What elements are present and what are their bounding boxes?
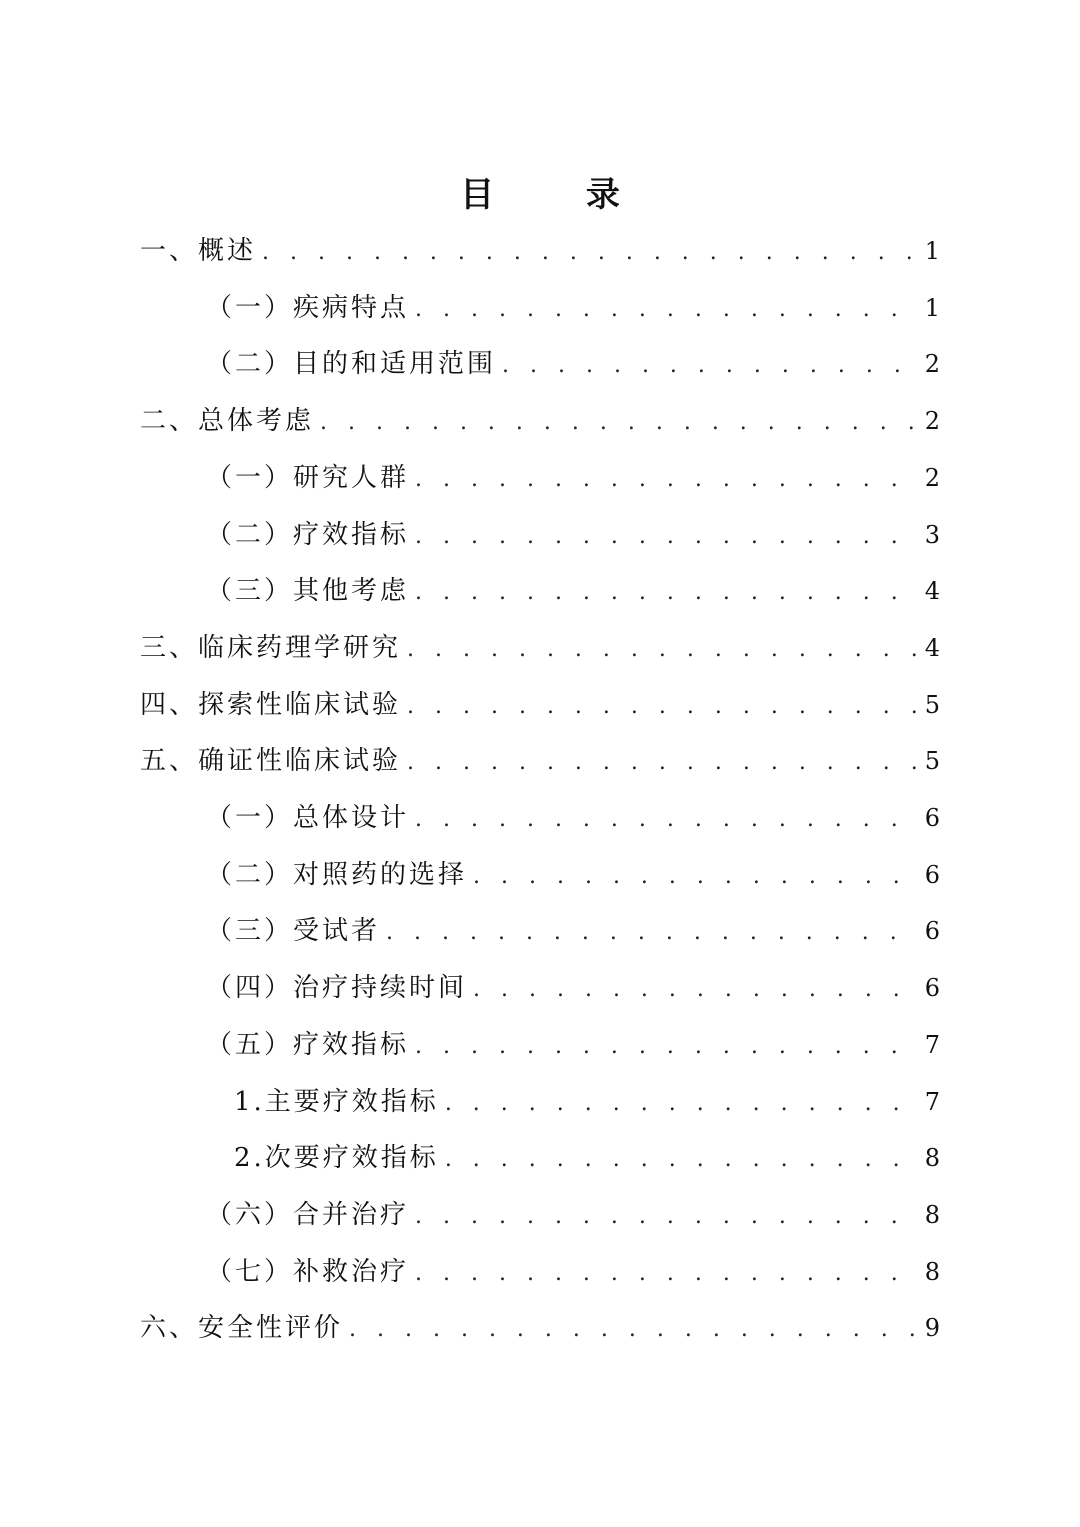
- toc-entry-title: （六）合并治疗: [206, 1199, 410, 1230]
- toc-entry[interactable]: [206, 963, 940, 1013]
- toc-dot-leader: [386, 908, 917, 958]
- toc-page-number: 7: [924, 1087, 940, 1116]
- toc-dot-leader: [415, 455, 917, 505]
- toc-entry-title: （三）其他考虑: [206, 576, 410, 607]
- toc-page-number: 1: [924, 293, 940, 322]
- toc-title: 目 录: [460, 175, 660, 215]
- toc-entry[interactable]: [140, 736, 940, 786]
- toc-entry-title: 四、探索性临床试验: [140, 689, 402, 720]
- toc-entry-title: （一）总体设计: [206, 803, 410, 833]
- toc-entry[interactable]: [206, 453, 940, 503]
- toc-page-number: 4: [924, 633, 940, 662]
- toc-entry-title: （一）研究人群: [206, 462, 410, 493]
- toc-entry-title: （二）目的和适用范围: [206, 349, 497, 380]
- toc-page-number: 6: [924, 917, 940, 946]
- toc-dot-leader: [445, 1079, 917, 1129]
- toc-entry[interactable]: [234, 1133, 940, 1183]
- toc-dot-leader: [502, 341, 917, 391]
- toc-dot-leader: [415, 1022, 917, 1072]
- toc-dot-leader: [407, 682, 917, 732]
- toc-entry[interactable]: [206, 510, 940, 560]
- toc-dot-leader: [407, 625, 917, 675]
- toc-page-number: 2: [924, 350, 940, 379]
- toc-entry-title: （二）对照药的选择: [206, 859, 468, 890]
- toc-page-number: 6: [924, 804, 940, 832]
- toc-entry[interactable]: [206, 1190, 940, 1240]
- toc-page-number: 7: [924, 1030, 940, 1059]
- toc-entry-title: （三）受试者: [206, 916, 381, 947]
- toc-page-number: 6: [924, 974, 940, 1003]
- toc-page-number: 9: [924, 1314, 940, 1343]
- toc-entry-title: （一）疾病特点: [206, 292, 410, 323]
- toc-entry[interactable]: [140, 623, 940, 673]
- toc-entry[interactable]: [140, 680, 940, 730]
- toc-entry[interactable]: [206, 1020, 940, 1070]
- toc-entry[interactable]: [140, 1303, 940, 1353]
- toc-entry-title: 六、安全性评价: [140, 1313, 344, 1344]
- toc-dot-leader: [415, 285, 917, 335]
- toc-dot-leader: [415, 1249, 917, 1299]
- toc-entry[interactable]: [206, 793, 940, 843]
- toc-dot-leader: [445, 1135, 917, 1185]
- toc-page-number: 2: [924, 463, 940, 492]
- toc-dot-leader: [415, 795, 917, 845]
- toc-entry-title: 一、概述: [140, 236, 257, 266]
- toc-dot-leader: [262, 228, 917, 278]
- toc-entry[interactable]: [206, 1247, 940, 1297]
- toc-dot-leader: [320, 398, 917, 448]
- toc-page-number: 3: [924, 520, 940, 549]
- toc-entry-title: （五）疗效指标: [206, 1029, 410, 1060]
- toc-entry[interactable]: [206, 339, 940, 389]
- toc-entry[interactable]: [206, 906, 940, 956]
- toc-dot-leader: [407, 738, 917, 788]
- toc-page-number: 6: [924, 860, 940, 889]
- toc-page-number: 4: [924, 577, 940, 606]
- toc-entry-title: （四）治疗持续时间: [206, 973, 468, 1004]
- toc-page-number: 8: [924, 1200, 940, 1229]
- toc-entry-title: 五、确证性临床试验: [140, 746, 402, 777]
- toc-dot-leader: [473, 965, 917, 1015]
- toc-entry-title: （二）疗效指标: [206, 519, 410, 550]
- toc-page-number: 1: [924, 237, 940, 265]
- toc-entry[interactable]: [206, 283, 940, 333]
- toc-page-number: 8: [924, 1257, 940, 1286]
- toc-entry[interactable]: [234, 1077, 940, 1127]
- toc-dot-leader: [415, 1192, 917, 1242]
- toc-dot-leader: [473, 852, 917, 902]
- toc-dot-leader: [349, 1305, 917, 1355]
- toc-entry[interactable]: [206, 566, 940, 616]
- toc-entry[interactable]: [206, 850, 940, 900]
- toc-page-number: 5: [924, 690, 940, 719]
- toc-entry-title: 三、临床药理学研究: [140, 632, 402, 663]
- toc-page-number: 5: [924, 747, 940, 776]
- toc-entry-title: 2.次要疗效指标: [234, 1143, 439, 1174]
- toc-entry[interactable]: [140, 226, 940, 276]
- toc-dot-leader: [415, 512, 917, 562]
- toc-entry[interactable]: [140, 396, 940, 446]
- toc-page-number: 8: [924, 1144, 940, 1173]
- toc-entry-title: （七）补救治疗: [206, 1256, 410, 1287]
- toc-entry-title: 1.主要疗效指标: [234, 1086, 439, 1117]
- toc-dot-leader: [415, 568, 917, 618]
- toc-page-number: 2: [924, 407, 940, 436]
- toc-entry-title: 二、总体考虑: [140, 406, 315, 437]
